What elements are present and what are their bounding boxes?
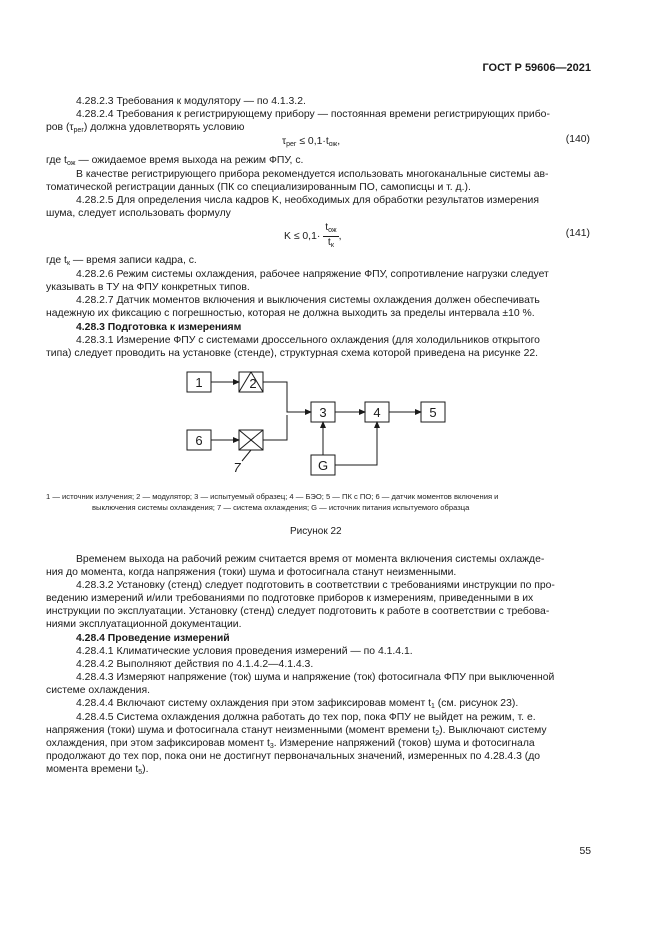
text-line: 4.28.2.7 Датчик моментов включения и выключения системы охлаждения должен обеспечивать [76, 295, 540, 306]
block-3-label: 3 [319, 405, 327, 420]
block-2-label: 2 [249, 376, 257, 391]
text-line: 4.28.3.2 Установку (стенд) следует подготовить в соответствии с требованиями инструкции по про- [76, 580, 555, 591]
block-7-label: 7 [233, 460, 241, 475]
block-4-label: 4 [373, 405, 381, 420]
text-line: Временем выхода на рабочий режим считается время от момента включения системы охлажде- [76, 554, 545, 565]
page-number: 55 [579, 846, 591, 857]
block-G-label: G [317, 458, 329, 473]
block-1-label: 1 [195, 375, 203, 390]
text-line: 4.28.4.4 Включают систему охлаждения при этом зафиксировав момент $t_1$ (см. рисунок 23). [76, 698, 519, 710]
text-line: продолжают до тех пор, пока они не достигнут первоначальных значений, измеренных по 4.28.4.3 (до [46, 751, 541, 762]
figure-title: Рисунок 22 [290, 526, 342, 537]
text-line: шума, следует использовать формулу [46, 208, 231, 219]
block-5-label: 5 [429, 405, 437, 420]
text-line: надежную их фиксацию с погрешностью, которая не должна выходить за пределы интервала ±10 %. [46, 308, 535, 319]
text-line: 4.28.4.2 Выполняют действия по 4.1.4.2—4.1.4.3. [76, 659, 314, 670]
text-line: В качестве регистрирующего прибора рекомендуется использовать многоканальные системы ав- [76, 169, 549, 180]
text-line: 4.28.4.3 Измеряют напряжение (ток) шума и напряжение (ток) фотосигнала ФПУ при выключенной [76, 672, 555, 683]
text-line: охлаждения, при этом зафиксировав момент $t_3$. Измерение напряжений (токов) шума и фотосигнала [46, 738, 535, 750]
text-line: ведению измерений и/или требованиями по подготовке приборов к измерениям, приведенными в их [46, 593, 534, 604]
figure-22-diagram [180, 365, 450, 477]
text-line: ниями эксплуатационной документации. [46, 619, 242, 630]
figure-caption-line1: 1 — источник излучения; 2 — модулятор; 3 — испытуемый образец; 4 — БЭО; 5 — ПК с ПО; 6 — датчик моментов включения и [46, 492, 499, 501]
text-line: томатической регистрации данных (ПК со специализированным ПО, самописцы и т. д.). [46, 182, 471, 193]
formula-141: K ≤ 0,1· $\frac{t_{ож}}{t_к}$ , [284, 222, 342, 249]
section-heading: 4.28.4 Проведение измерений [76, 633, 230, 644]
text-line: 4.28.3.1 Измерение ФПУ с системами дроссельного охлаждения (для холодильников открытого [76, 335, 540, 346]
text-line: ния до момента, когда напряжения (токи) шума и фотосигнала станут неизменными. [46, 567, 457, 578]
text-line: где $t_к$ — время записи кадра, с. [46, 255, 197, 267]
figure-caption-line2: выключения системы охлаждения; 7 — система охлаждения; G — источник питания испытуемого образца [92, 503, 470, 512]
text-line: момента времени $t_5$). [46, 764, 149, 776]
text-line: ров $(\tau_{рег})$ должна удовлетворять условию [46, 122, 245, 134]
text-line: 4.28.4.1 Климатические условия проведения измерений — по 4.1.4.1. [76, 646, 413, 657]
equation-number-141: (141) [565, 228, 590, 239]
text-line: напряжения (токи) шума и фотосигнала станут неизменными (момент времени $t_2$). Выключают систему [46, 725, 547, 737]
text-line: инструкции по эксплуатации. Установку (стенд) следует подготовить к работе в соответствии с требова- [46, 606, 550, 617]
text-line: указывать в ТУ на ФПУ конкретных типов. [46, 282, 250, 293]
equation-number-140: (140) [565, 134, 590, 145]
document-header: ГОСТ Р 59606—2021 [482, 62, 591, 74]
block-6-label: 6 [195, 433, 203, 448]
text-line: 4.28.2.4 Требования к регистрирующему прибору — постоянная времени регистрирующих прибо- [76, 109, 550, 120]
text-line: 4.28.2.5 Для определения числа кадров K, необходимых для обработки результатов измерения [76, 195, 539, 206]
text-line: 4.28.4.5 Система охлаждения должна работать до тех пор, пока ФПУ не выйдет на режим, т. е. [76, 712, 536, 723]
text-line: типа) следует проводить на установке (стенде), структурная схема которой приведена на рисунке 22. [46, 348, 539, 359]
section-heading: 4.28.3 Подготовка к измерениям [76, 322, 242, 333]
text-line: где $t_{ож}$ — ожидаемое время выхода на режим ФПУ, с. [46, 155, 304, 167]
text-line: 4.28.2.3 Требования к модулятору — по 4.1.3.2. [76, 96, 306, 107]
text-line: 4.28.2.6 Режим системы охлаждения, рабочее напряжение ФПУ, сопротивление нагрузки следует [76, 269, 549, 280]
formula-140: $\tau_{рег} \le 0,1\cdot t_{ож}$, [282, 136, 341, 148]
text-line: системе охлаждения. [46, 685, 150, 696]
